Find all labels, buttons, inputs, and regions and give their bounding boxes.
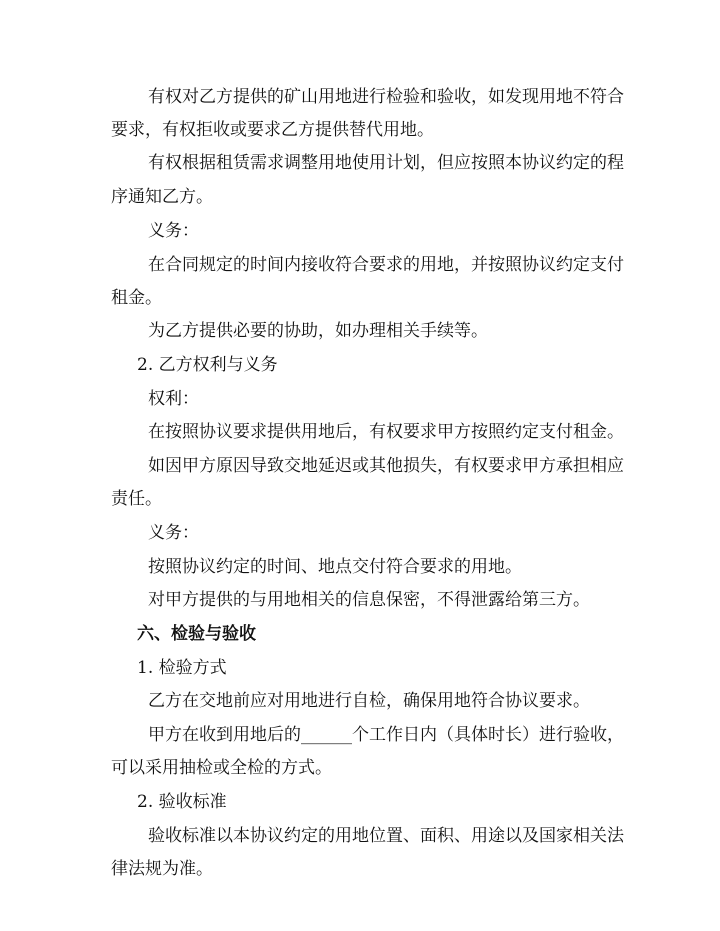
paragraph-line: 有权对乙方提供的矿山用地进行检验和验收，如发现用地不符合 bbox=[148, 87, 624, 107]
section-heading: 六、检验与验收 bbox=[137, 624, 256, 644]
paragraph-line: 律法规为准。 bbox=[111, 859, 213, 879]
paragraph-line: 为乙方提供必要的协助，如办理相关手续等。 bbox=[148, 321, 488, 341]
paragraph-line: 序通知乙方。 bbox=[111, 187, 213, 207]
paragraph-line: 乙方在交地前应对用地进行自检，确保用地符合协议要求。 bbox=[148, 691, 590, 711]
section-label: 权利： bbox=[148, 389, 199, 409]
paragraph-line: 按照协议约定的时间、地点交付符合要求的用地。 bbox=[148, 557, 522, 577]
paragraph-line: 甲方在收到用地后的______个工作日内（具体时长）进行验收， bbox=[148, 725, 624, 745]
paragraph-line: 责任。 bbox=[111, 489, 162, 509]
paragraph-line: 可以采用抽检或全检的方式。 bbox=[111, 758, 332, 778]
paragraph-line: 验收标准以本协议约定的用地位置、面积、用途以及国家相关法 bbox=[148, 826, 624, 846]
subsection-heading: 2. 验收标准 bbox=[137, 792, 227, 812]
paragraph-line: 有权根据租赁需求调整用地使用计划，但应按照本协议约定的程 bbox=[148, 153, 624, 173]
paragraph-line: 对甲方提供的与用地相关的信息保密，不得泄露给第三方。 bbox=[148, 590, 590, 610]
paragraph-line: 租金。 bbox=[111, 288, 162, 308]
section-label: 义务： bbox=[148, 221, 199, 241]
subsection-heading: 2. 乙方权利与义务 bbox=[137, 355, 278, 375]
paragraph-line: 要求，有权拒收或要求乙方提供替代用地。 bbox=[111, 120, 434, 140]
paragraph-line: 在按照协议要求提供用地后，有权要求甲方按照约定支付租金。 bbox=[148, 422, 624, 442]
section-label: 义务： bbox=[148, 523, 199, 543]
paragraph-line: 在合同规定的时间内接收符合要求的用地，并按照协议约定支付 bbox=[148, 255, 624, 275]
subsection-heading: 1. 检验方式 bbox=[137, 658, 227, 678]
paragraph-line: 如因甲方原因导致交地延迟或其他损失，有权要求甲方承担相应 bbox=[148, 456, 624, 476]
